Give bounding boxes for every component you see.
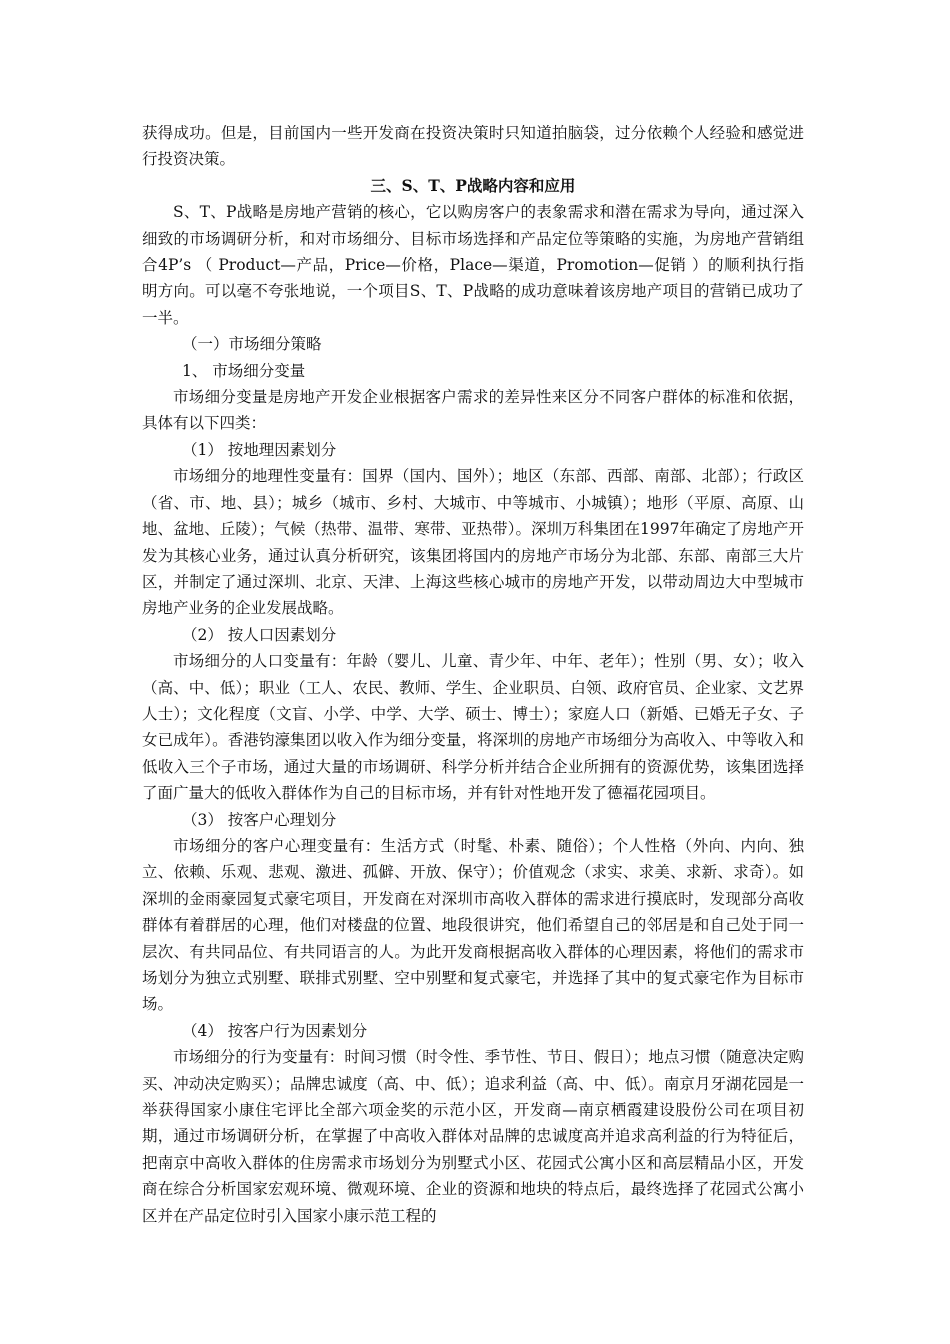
subheading: （一）市场细分策略: [182, 335, 322, 354]
document-page: [142, 120, 804, 1229]
paragraph: 市场细分的人口变量有：年龄（婴儿、儿童、青少年、中年、老年）；性别（男、女）；收入（高、中、低）；职业（工人、农民、教师、学生、企业职员、白领、政府官员、企业家、文艺界人士）；文化程度（文盲、小学、中学、大学、硕士、博士）；家庭人口（新婚、已婚无子女、子女已成年）。香港钧濠集团以收入作为细分变量，将深圳的房地产市场细分为高收入、中等收入和低收入三个子市场，通过大量的市场调研、科学分析并结合企业所拥有的资源优势，该集团选择了面广量大的低收入群体作为自己的目标市场，并有针对性地开发了德福花园项目。: [142, 652, 804, 803]
subheading: （3） 按客户心理划分: [182, 810, 337, 829]
paragraph: 市场细分的客户心理变量有：生活方式（时髦、朴素、随俗）；个人性格（外向、内向、独立、依赖、乐观、悲观、激进、孤僻、开放、保守）；价值观念（求实、求美、求新、求奇）。如深圳的金雨豪园复式豪宅项目，开发商在对深圳市高收入群体的需求进行摸底时，发现部分高收群体有着群居的心理，他们对楼盘的位置、地段很讲究，他们希望自己的邻居是和自己处于同一层次、有共同品位、有共同语言的人。为此开发商根据高收入群体的心理因素，将他们的需求市场划分为独立式别墅、联排式别墅、空中别墅和复式豪宅，并选择了其中的复式豪宅作为目标市场。: [142, 836, 804, 1014]
paragraph: 获得成功。但是，目前国内一些开发商在投资决策时只知道拍脑袋，过分依赖个人经验和感觉进行投资决策。: [142, 124, 804, 169]
subheading: （1） 按地理因素划分: [182, 440, 337, 459]
paragraph: 市场细分的行为变量有：时间习惯（时令性、季节性、节日、假日）；地点习惯（随意决定购买、冲动决定购买）；品牌忠诚度（高、中、低）；追求利益（高、中、低）。南京月牙湖花园是一举获得国家小康住宅评比全部六项金奖的示范小区，开发商—南京栖霞建设股份公司在项目初期，通过市场调研分析，在掌握了中高收入群体对品牌的忠诚度高并追求高利益的行为特征后，把南京中高收入群体的住房需求市场划分为别墅式小区、花园式公寓小区和高层精品小区，开发商在综合分析国家宏观环境、微观环境、企业的资源和地块的特点后，最终选择了花园式公寓小区并在产品定位时引入国家小康示范工程的: [142, 1048, 804, 1225]
subheading: 1、 市场细分变量: [182, 361, 306, 380]
paragraph: S、T、P战略是房地产营销的核心，它以购房客户的表象需求和潜在需求为导向，通过深入细致的市场调研分析，和对市场细分、目标市场选择和产品定位等策略的实施，为房地产营销组合4P’s （ Product—产品，Price—价格，Place—渠道，Promotion—促销 ）的顺利执行指明方向。可以毫不夸张地说，一个项目S、T、P战略的成功意味着该房地产项目的营销已成功了一半。: [142, 203, 804, 327]
subheading: （4） 按客户行为因素划分: [182, 1021, 368, 1040]
section-heading: 三、S、T、P战略内容和应用: [370, 175, 576, 195]
paragraph: 市场细分变量是房地产开发企业根据客户需求的差异性来区分不同客户群体的标准和依据，具体有以下四类：: [142, 388, 804, 433]
paragraph: 市场细分的地理性变量有：国界（国内、国外）；地区（东部、西部、南部、北部）；行政区（省、市、地、县）；城乡（城市、乡村、大城市、中等城市、小城镇）；地形（平原、高原、山地、盆地、丘陵）；气候（热带、温带、寒带、亚热带）。深圳万科集团在1997年确定了房地产开发为其核心业务，通过认真分析研究，该集团将国内的房地产市场分为北部、东部、南部三大片区，并制定了通过深圳、北京、天津、上海这些核心城市的房地产开发，以带动周边大中型城市房地产业务的企业发展战略。: [142, 467, 804, 618]
subheading: （2） 按人口因素划分: [182, 625, 337, 644]
